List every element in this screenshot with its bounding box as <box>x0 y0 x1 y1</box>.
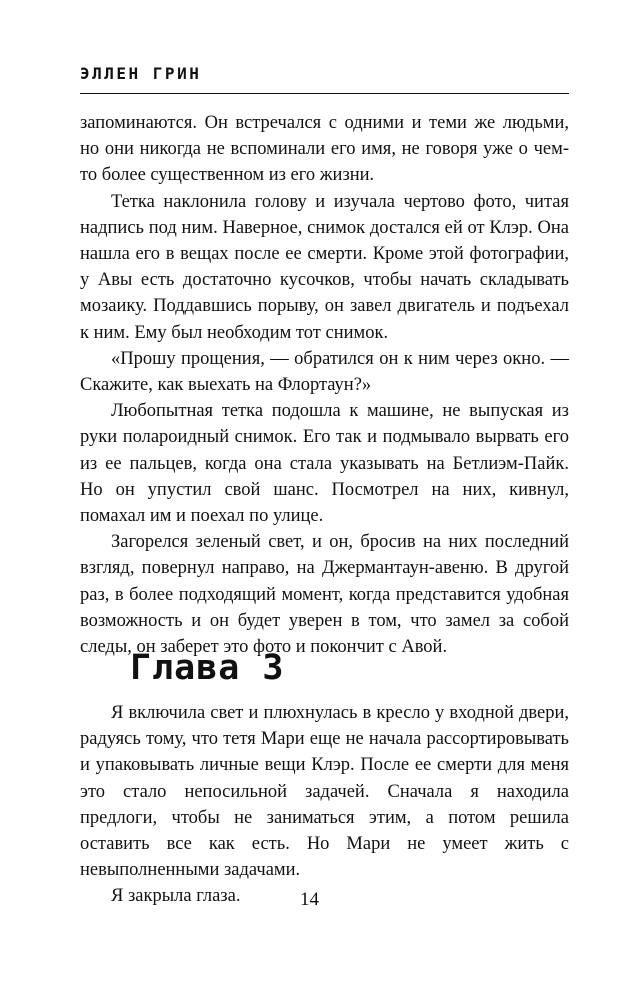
paragraph: Любопытная тетка подошла к машине, не выпуская из руки полароидный снимок. Его так и подмывало вырвать его из ее пальцев, когда она стала указывать на Бетлиэм-Пайк. Но он упустил свой шанс. Посмотрел на них, кивнул, помахал им и поехал по улице. <box>80 401 569 527</box>
chapter-heading: Глава 3 <box>130 648 285 688</box>
paragraph: Тетка наклонила голову и изучала чертово фото, читая надпись под ним. Наверное, снимок достался ей от Клэр. Она нашла его в вещах после ее смерти. Кроме этой фотографии, у Авы есть достаточно кусочков, чтобы начать складывать мозаику. Поддавшись порыву, он завел двигатель и подъехал к ним. Ему был необходим тот снимок. <box>80 191 569 343</box>
paragraph: запоминаются. Он встречался с одними и теми же людьми, но они никогда не вспоминали его имя, не говоря уже о чем-то более существенном из его жизни. <box>80 113 569 186</box>
paragraph: «Прошу прощения, — обратился он к ним через окно. — Скажите, как выехать на Флортаун?» <box>80 348 569 396</box>
running-head-author: ЭЛЛЕН ГРИН <box>80 64 202 83</box>
page-number: 14 <box>300 889 319 910</box>
paragraph: Я включила свет и плюхнулась в кресло у входной двери, радуясь тому, что тетя Мари еще не начала рассортировывать и упаковывать личные вещи Клэр. После ее смерти для меня это стало непосильной задачей. Сначала я находила предлоги, чтобы не заниматься этим, а потом решила оставить все как есть. Но Мари не умеет жить с невыполненными задачами. <box>80 703 569 881</box>
chapter-text-block <box>80 700 569 910</box>
paragraph: Я закрыла глаза. <box>111 886 241 907</box>
paragraph: Загорелся зеленый свет, и он, бросив на них последний взгляд, повернул направо, на Джермантаун-авеню. В другой раз, в более подходящий момент, когда представится удобная возможность и он будет уверен в том, что замел за собой следы, он заберет это фото и покончит с Авой. <box>80 532 569 658</box>
text-block-before-chapter <box>80 110 569 660</box>
header-rule <box>80 93 569 94</box>
